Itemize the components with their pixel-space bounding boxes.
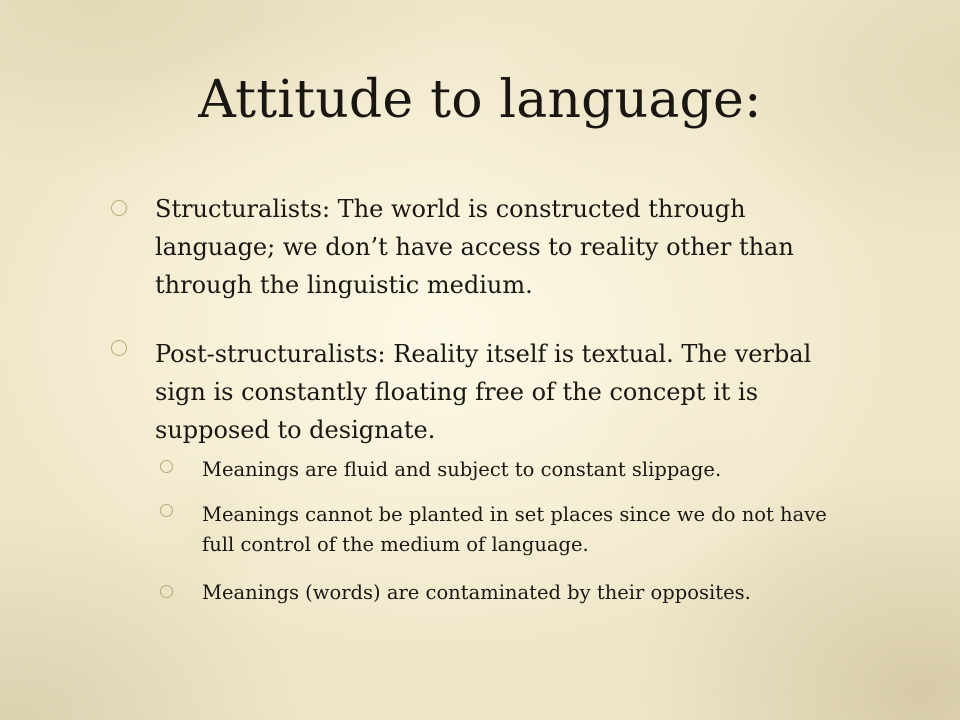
slide-title: Attitude to language:: [198, 70, 762, 130]
circle-bullet-icon: [160, 460, 173, 473]
circle-bullet-icon: [160, 585, 173, 598]
bullet-text: Post-structuralists: Reality itself is textual. The verbal sign is constantly floating free of the concept it is supposed to designate.: [155, 340, 812, 444]
circle-bullet-icon: [160, 504, 173, 517]
sub-bullet-text: Meanings are fluid and subject to constant slippage.: [202, 458, 722, 481]
bullet-text: Structuralists: The world is constructed through language; we don’t have access to reality other than through the linguistic medium.: [155, 195, 794, 299]
sub-bullet-text: Meanings cannot be planted in set places since we do not have full control of the medium of language.: [202, 503, 827, 556]
sub-bullet-text: Meanings (words) are contaminated by their opposites.: [202, 581, 751, 604]
circle-bullet-icon: [111, 200, 127, 216]
circle-bullet-icon: [111, 340, 127, 356]
